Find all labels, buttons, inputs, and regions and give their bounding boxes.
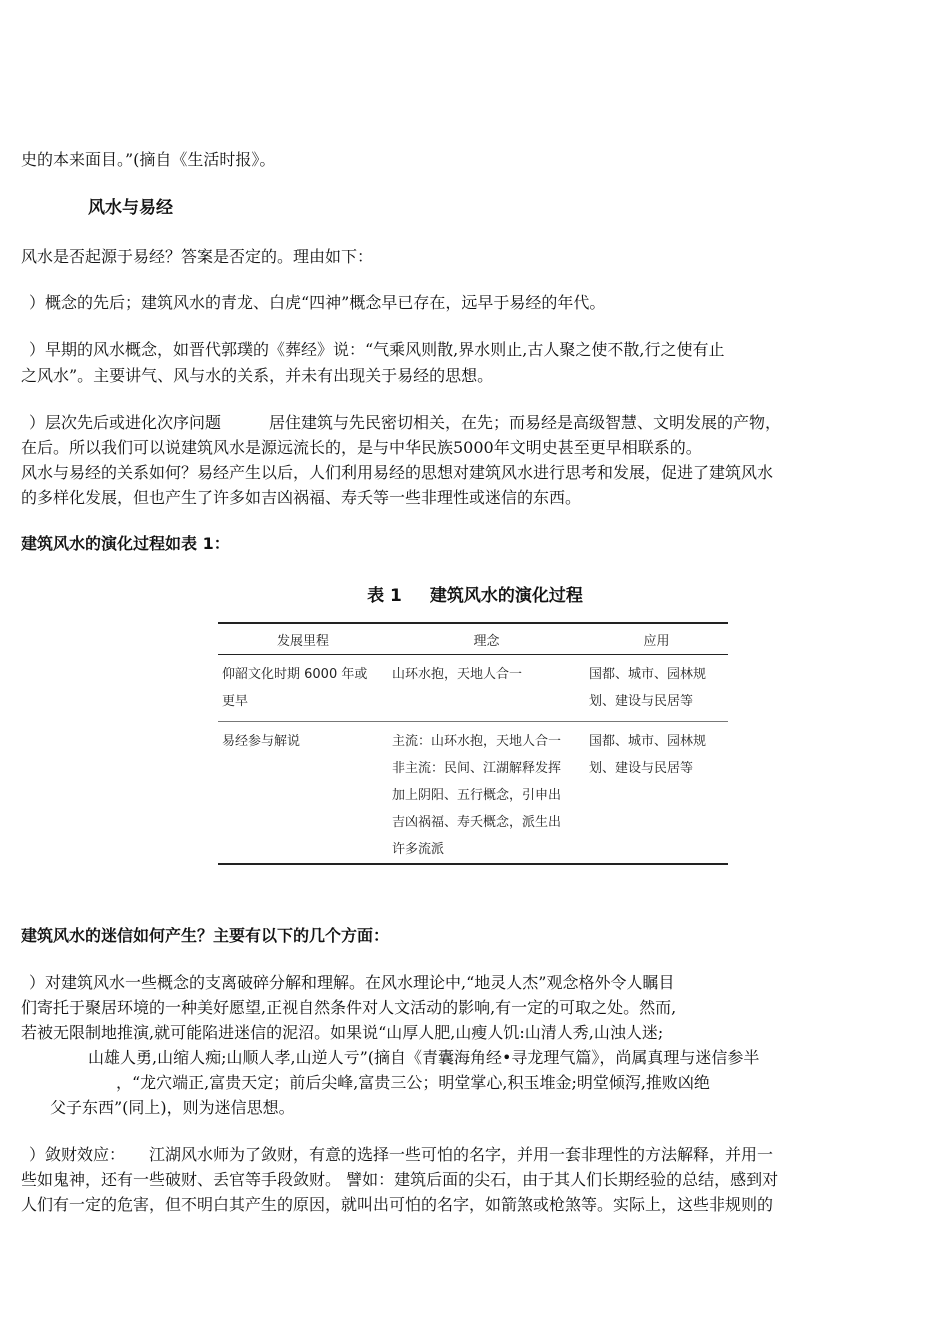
table-cell-application (585, 722, 728, 865)
text-line: ，“龙穴端正,富贵天定；前后尖峰,富贵三公；明堂掌心,积玉堆金;明堂倾泻,推败凶绝 (116, 1073, 710, 1092)
text-line: 些如鬼神，还有一些破财、丢官等手段敛财。 譬如：建筑后面的尖石，由于其人们长期经验的总结，感到对 (21, 1170, 779, 1189)
cell-line: 划、建设与民居等 (588, 761, 693, 776)
text-line: ）概念的先后；建筑风水的青龙、白虎“四神”概念早已存在，远早于易经的年代。 (29, 293, 606, 312)
cell-line: 主流：山环水抱，天地人合一 (392, 734, 562, 749)
evolution-table (218, 622, 728, 865)
text-line: 风水是否起源于易经？答案是否定的。理由如下： (21, 247, 374, 266)
cell-line: 山环水抱，天地人合一 (392, 667, 523, 682)
text-line: 风水与易经的关系如何？易经产生以后，人们利用易经的思想对建筑风水进行思考和发展，促进了建筑风水 (21, 463, 774, 482)
cell-line: 更早 (222, 694, 249, 709)
text-line: 在后。所以我们可以说建筑风水是源远流长的，是与中华民族5000年文明史甚至更早相联系的。 (21, 438, 702, 457)
table-title-number: 表 1 (367, 586, 402, 606)
cell-line: 国都、城市、园林规 (588, 667, 706, 682)
table-cell-concept (388, 655, 585, 722)
cell-line: 非主流：民间、江湖解释发挥 (392, 761, 562, 776)
text-line: ）敛财效应： 江湖风水师为了敛财，有意的选择一些可怕的名字，并用一套非理性的方法解释，并用一 (29, 1145, 774, 1164)
table-cell-stage (218, 655, 388, 722)
cell-line: 易经参与解说 (222, 734, 301, 749)
cell-line: 吉凶祸福、寿夭概念，派生出 (392, 815, 562, 830)
text-line: 们寄托于聚居环境的一种美好愿望,正视自然条件对人文活动的影响,有一定的可取之处。然而, (21, 998, 677, 1017)
table-cell-application (585, 655, 728, 722)
text-line: 山雄人勇,山缩人痴;山顺人孝,山逆人亏”(摘自《青囊海角经•寻龙理气篇》，尚属真理与迷信参半 (88, 1048, 760, 1067)
table-row (218, 722, 728, 865)
text-line: ）对建筑风水一些概念的支离破碎分解和理解。在风水理论中,“地灵人杰”观念格外令人瞩目 (29, 973, 675, 992)
table-cell-stage (218, 722, 388, 865)
text-line: 若被无限制地推演,就可能陷进迷信的泥沼。如果说“山厚人肥,山瘦人饥:山清人秀,山浊人迷; (21, 1023, 664, 1042)
cell-line: 加上阴阳、五行概念，引申出 (392, 788, 562, 803)
table-cell-concept (388, 722, 585, 865)
text-line: 之风水”。主要讲气、风与水的关系，并未有出现关于易经的思想。 (21, 366, 494, 385)
text-line: ）早期的风水概念，如晋代郭璞的《葬经》说：“气乘风则散,界水则止,古人聚之使不散,行之使有止 (29, 340, 725, 359)
cell-line: 仰韶文化时期 6000 年或 (222, 667, 368, 682)
section-heading-fengshui-yijing: 风水与易经 (88, 198, 173, 218)
section-heading-evolution: 建筑风水的演化过程如表 1： (21, 534, 230, 553)
table-header-concept: 理念 (388, 623, 585, 655)
text-line: 的多样化发展，但也产生了许多如吉凶祸福、寿夭等一些非理性或迷信的东西。 (21, 488, 582, 507)
cell-line: 国都、城市、园林规 (588, 734, 706, 749)
cell-line: 划、建设与民居等 (588, 694, 693, 709)
table-header-row (218, 623, 728, 655)
section-heading-superstition: 建筑风水的迷信如何产生？主要有以下的几个方面： (21, 926, 390, 945)
text-line: ）层次先后或进化次序问题 居住建筑与先民密切相关，在先；而易经是高级智慧、文明发展的产物， (29, 413, 782, 432)
text-line: 人们有一定的危害，但不明白其产生的原因，就叫出可怕的名字，如箭煞或枪煞等。实际上，这些非规则的 (21, 1195, 774, 1214)
text-line: 父子东西”(同上)，则为迷信思想。 (50, 1098, 295, 1117)
table-title-text: 建筑风水的演化过程 (429, 586, 583, 606)
text-line: 史的本来面目。”(摘自《生活时报》。 (21, 150, 276, 169)
cell-line: 许多流派 (392, 842, 445, 857)
table-row (218, 655, 728, 722)
table-title (0, 581, 950, 606)
table-header-application: 应用 (585, 623, 728, 655)
table-header-stage: 发展里程 (218, 623, 388, 655)
